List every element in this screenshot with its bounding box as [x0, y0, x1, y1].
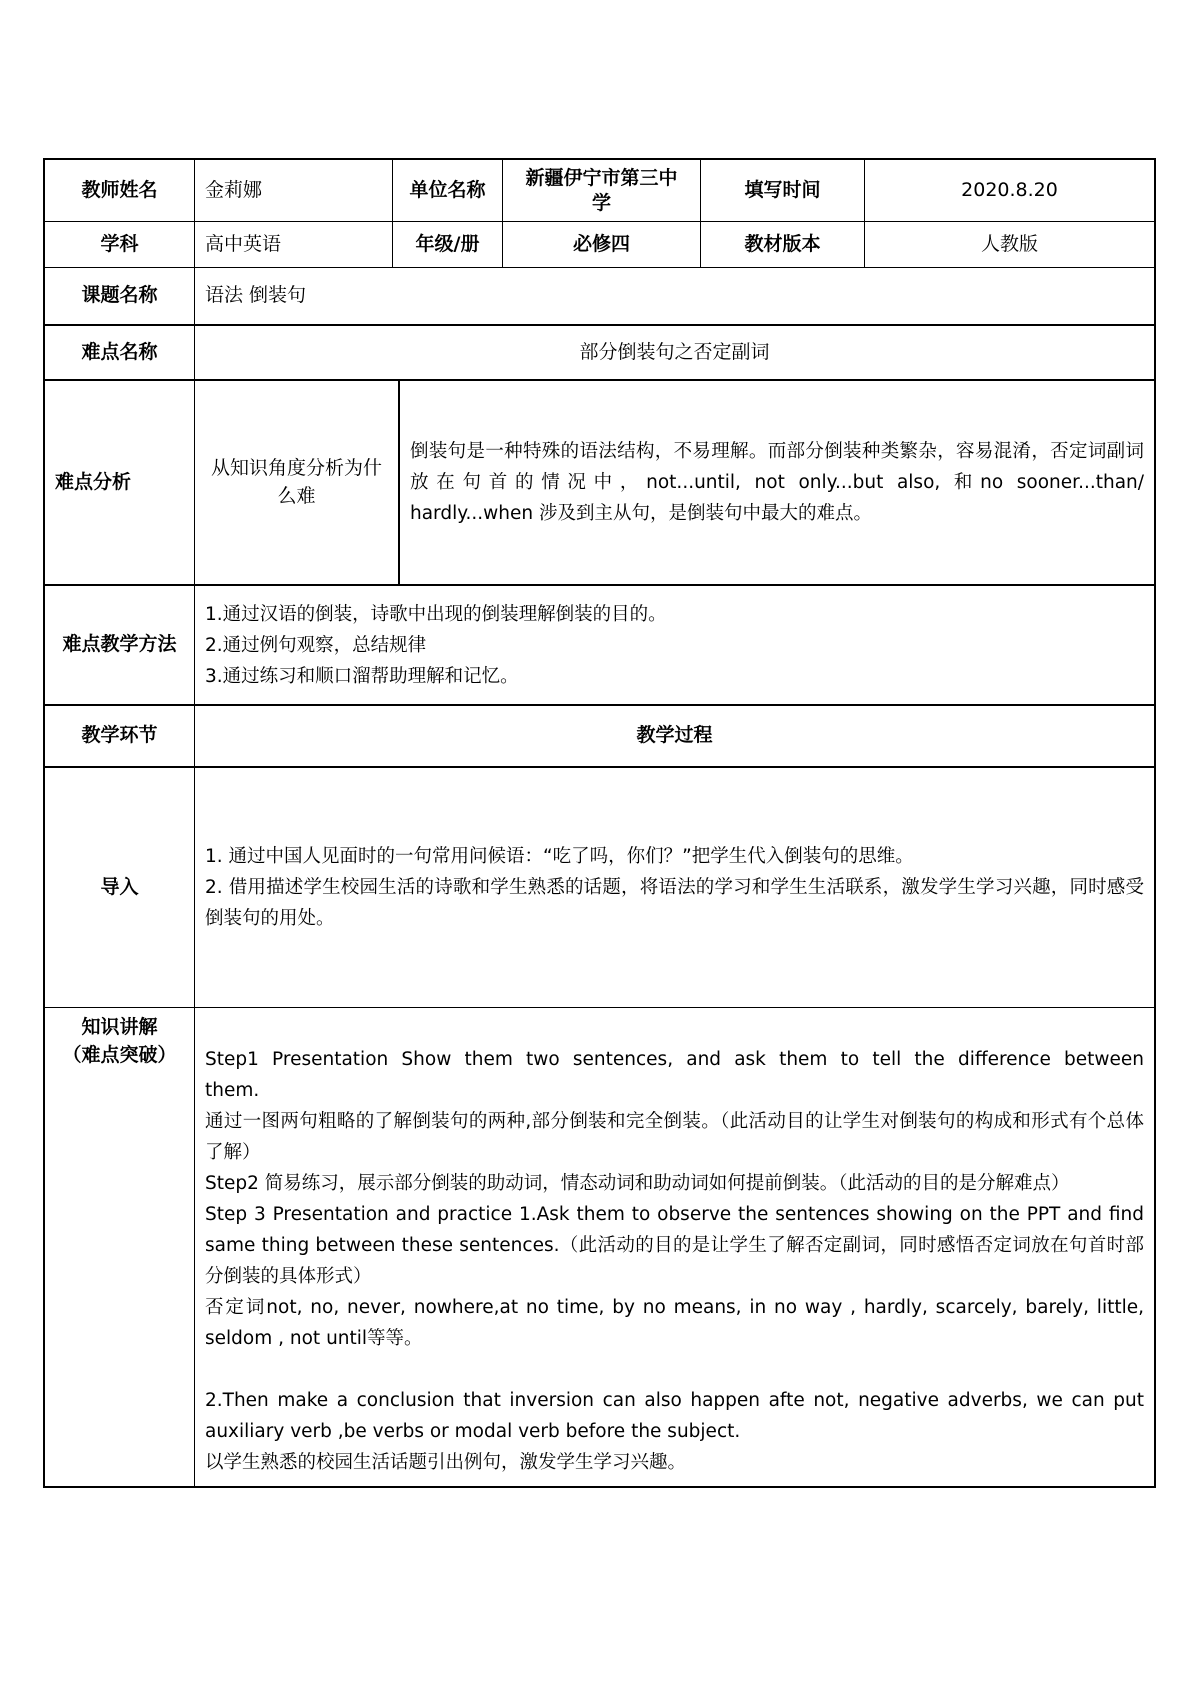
difficulty-label: 难点名称	[45, 326, 195, 379]
subject-label: 学科	[45, 222, 195, 267]
knowledge-text	[195, 1008, 1154, 1486]
header-row	[45, 160, 1154, 222]
unit-label: 单位名称	[393, 160, 503, 221]
knowledge-paragraph: 通过一图两句粗略的了解倒装句的两种,部分倒装和完全倒装。（此活动目的让学生对倒装句的构成和形式有个总体了解）	[205, 1111, 1144, 1163]
teacher-label: 教师姓名	[45, 160, 195, 221]
topic-row	[45, 268, 1154, 326]
subject-row	[45, 222, 1154, 268]
knowledge-paragraph: 2.Then make a conclusion that inversion can also happen afte not, negative adverbs, we can put auxiliary verb ,be verbs or modal verb before the subject.	[205, 1390, 1144, 1442]
method-item: 1.通过汉语的倒装，诗歌中出现的倒装理解倒装的目的。	[205, 603, 667, 625]
edition-value: 人教版	[980, 232, 1038, 255]
intro-item: 2. 借用描述学生校园生活的诗歌和学生熟悉的话题，将语法的学习和学生生活联系，激发学生学习兴趣，同时感受倒装句的用处。	[205, 877, 1144, 929]
method-list	[195, 586, 1154, 704]
knowledge-paragraph: 否定词not, no, never, nowhere,at no time, by no means, in no way , hardly, scarcely, barely, little, seldom , not until等等。	[205, 1297, 1144, 1349]
difficulty-row	[45, 326, 1154, 381]
topic-value: 语法 倒装句	[205, 284, 307, 307]
analysis-label: 难点分析	[45, 381, 195, 584]
knowledge-paragraph: Step 3 Presentation and practice 1.Ask them to observe the sentences showing on the PPT and find same thing between these sentences.（此活动的目的是让学生了解否定副词，同时感悟否定词放在句首时部分倒装的具体形式）	[205, 1204, 1144, 1287]
unit-name: 新疆伊宁市第三中学	[503, 160, 701, 221]
method-row	[45, 586, 1154, 706]
knowledge-paragraph: Step2 简易练习，展示部分倒装的助动词，情态动词和助动词如何提前倒装。（此活动的目的是分解难点）	[205, 1173, 1070, 1194]
analysis-sub-label: 从知识角度分析为什么难	[195, 381, 400, 584]
date-label: 填写时间	[701, 160, 865, 221]
topic-label: 课题名称	[45, 268, 195, 324]
date-value: 2020.8.20	[961, 178, 1058, 201]
knowledge-paragraph: 以学生熟悉的校园生活话题引出例句，激发学生学习兴趣。	[205, 1452, 687, 1473]
knowledge-paragraph: Step1 Presentation Show them two sentences, and ask them to tell the difference between them.	[205, 1049, 1144, 1101]
analysis-paragraph: 倒装句是一种特殊的语法结构，不易理解。而部分倒装种类繁杂，容易混淆，否定词副词放在句首的情况中，not...until, not only...but also, 和no sooner...than/ hardly...when 涉及到主从句，是倒装句中最大的难点。	[410, 441, 1144, 524]
intro-label: 导入	[45, 768, 195, 1007]
teacher-name: 金莉娜	[195, 160, 393, 221]
grade-value: 必修四	[503, 222, 701, 267]
process-label: 教学环节	[45, 706, 195, 766]
difficulty-value: 部分倒装句之否定副词	[579, 340, 770, 363]
process-value: 教学过程	[636, 724, 713, 747]
knowledge-row	[45, 1008, 1154, 1486]
knowledge-label	[45, 1008, 195, 1486]
grade-label: 年级/册	[393, 222, 503, 267]
intro-item: 1. 通过中国人见面时的一句常用问候语：“吃了吗，你们？”把学生代入倒装句的思维。	[205, 846, 914, 867]
edition-label: 教材版本	[701, 222, 865, 267]
subject-value: 高中英语	[195, 222, 393, 267]
intro-text	[195, 768, 1154, 1007]
knowledge-label-line1: 知识讲解	[81, 1016, 158, 1038]
analysis-row	[45, 381, 1154, 586]
lesson-plan-table	[43, 158, 1156, 1488]
knowledge-label-line2: （难点突破）	[62, 1043, 177, 1066]
knowledge-spacer	[205, 1354, 1144, 1385]
method-item: 3.通过练习和顺口溜帮助理解和记忆。	[205, 665, 519, 687]
intro-row	[45, 768, 1154, 1008]
method-item: 2.通过例句观察，总结规律	[205, 634, 427, 656]
method-label: 难点教学方法	[45, 586, 195, 704]
analysis-text	[400, 381, 1154, 584]
process-header-row	[45, 706, 1154, 768]
